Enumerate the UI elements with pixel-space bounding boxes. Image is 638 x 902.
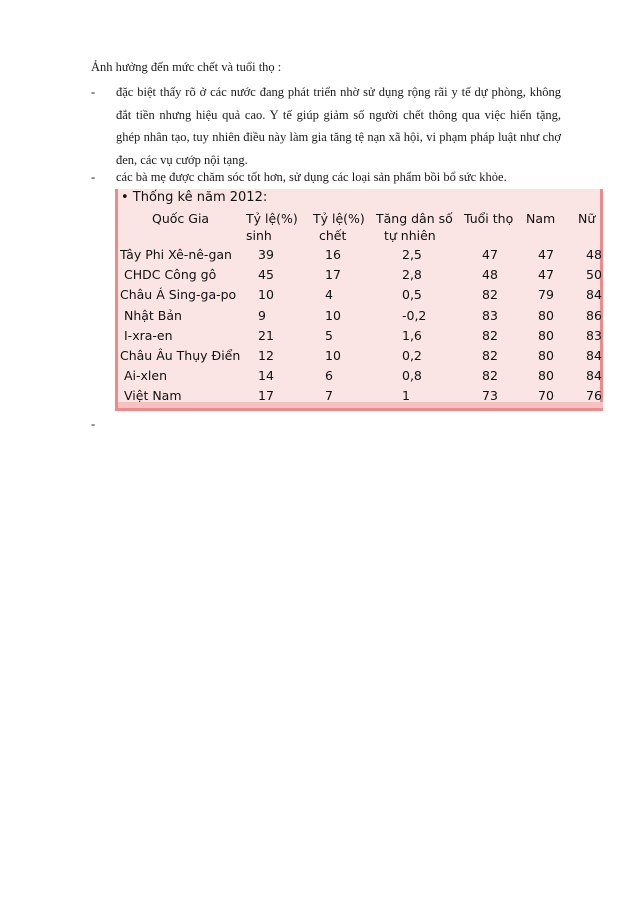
column-header-line: Nam <box>526 211 556 226</box>
table-cell-value: 0,5 <box>402 287 422 303</box>
bullet-item <box>91 81 561 171</box>
table-cell-value: 83 <box>482 307 498 323</box>
table-cell-value: 0,8 <box>402 368 422 384</box>
column-header-line: Tuổi thọ <box>464 211 514 226</box>
table-cell-value: 6 <box>325 368 333 384</box>
table-cell-country: Châu Á Sing-ga-po <box>120 287 237 303</box>
table-cell-value: 45 <box>258 267 274 283</box>
bullet-marker: - <box>91 170 96 184</box>
bullet-marker: - <box>91 85 96 99</box>
table-cell-value: 82 <box>482 327 498 343</box>
table-cell-value: 0,2 <box>402 348 422 363</box>
table-cell-country: Châu Âu Thụy Điển <box>120 348 241 363</box>
table-cell-value: 47 <box>538 247 554 262</box>
column-header-line: Tăng dân số <box>376 211 453 226</box>
table-cell-value: 1 <box>402 388 410 404</box>
table-cell-country: Việt Nam <box>124 388 182 404</box>
table-cell-value: 48 <box>482 267 498 283</box>
bullet-item <box>91 166 561 189</box>
table-cell-value: 10 <box>325 307 341 323</box>
table-cell-value: 5 <box>325 327 333 343</box>
column-header-life <box>464 210 513 227</box>
bullet-text: các bà mẹ được chăm sóc tốt hơn, sử dụng các loại sản phẩm bồi bổ sức khỏe. <box>116 170 507 184</box>
table-bottom-shade <box>118 402 603 408</box>
section-heading: Ảnh hưởng đến mức chết và tuổi thọ : <box>91 60 282 74</box>
column-header-line: Quốc Gia <box>152 211 210 226</box>
column-header-female <box>578 210 595 227</box>
statistics-title: • Thống kê năm 2012: <box>121 190 268 205</box>
table-cell-value: 50 <box>586 267 602 283</box>
table-cell-value: 80 <box>538 348 554 363</box>
table-cell-value: 47 <box>482 247 498 262</box>
table-cell-value: 86 <box>586 307 602 323</box>
table-cell-value: 2,8 <box>402 267 422 283</box>
column-header-line: Tỷ lệ(%) <box>246 211 298 226</box>
table-cell-value: 84 <box>586 287 602 303</box>
table-cell-value: 16 <box>325 247 341 262</box>
table-cell-value: 7 <box>325 388 333 404</box>
statistics-table-image <box>115 189 603 411</box>
table-cell-value: 48 <box>586 247 602 262</box>
table-cell-value: 82 <box>482 368 498 384</box>
table-cell-value: 17 <box>325 267 341 283</box>
table-cell-value: 80 <box>538 368 554 384</box>
table-cell-value: -0,2 <box>402 307 427 323</box>
column-header-male <box>526 210 555 227</box>
table-cell-value: 9 <box>258 307 266 323</box>
table-cell-value: 84 <box>586 348 602 363</box>
column-header-country <box>152 210 209 227</box>
table-cell-value: 10 <box>325 348 341 363</box>
table-cell-value: 10 <box>258 287 274 303</box>
table-cell-value: 1,6 <box>402 327 422 343</box>
table-cell-country: CHDC Công gô <box>124 267 217 283</box>
column-header-line: tự nhiên <box>384 228 436 243</box>
column-header-growth <box>376 210 453 244</box>
table-cell-value: 4 <box>325 287 333 303</box>
table-cell-value: 83 <box>586 327 602 343</box>
table-cell-country: I-xra-en <box>124 327 173 343</box>
table-cell-value: 80 <box>538 327 554 343</box>
table-cell-value: 70 <box>538 388 554 404</box>
column-header-line: chết <box>319 228 347 243</box>
table-cell-value: 84 <box>586 368 602 384</box>
column-header-line: sinh <box>246 228 272 243</box>
table-cell-value: 14 <box>258 368 274 384</box>
table-cell-value: 12 <box>258 348 274 363</box>
table-cell-value: 73 <box>482 388 498 404</box>
table-cell-value: 2,5 <box>402 247 422 262</box>
table-cell-value: 82 <box>482 348 498 363</box>
table-cell-value: 79 <box>538 287 554 303</box>
column-header-line: Nữ <box>578 211 596 226</box>
table-cell-value: 47 <box>538 267 554 283</box>
table-cell-value: 80 <box>538 307 554 323</box>
column-header-death <box>313 210 365 244</box>
table-cell-country: Ai-xlen <box>124 368 168 384</box>
table-cell-value: 39 <box>258 247 274 262</box>
column-header-line: Tỷ lệ(%) <box>313 211 365 226</box>
table-cell-value: 76 <box>586 388 602 404</box>
bullet-text: đặc biệt thấy rõ ở các nước đang phát triển nhờ sử dụng rộng rãi y tế dự phòng, không đắt tiền nhưng hiệu quả cao. Y tế giúp giảm số người chết thông qua việc hiến tặng, ghép nhân tạo, tuy nhiên điều này làm gia tăng tệ nạn xã hội, vi phạm pháp luật như chợ đen, các vụ cướp nội tạng. <box>116 85 561 167</box>
table-cell-country: Tây Phi Xê-nê-gan <box>120 247 232 262</box>
table-cell-value: 17 <box>258 388 274 404</box>
table-cell-value: 21 <box>258 327 274 343</box>
column-header-birth <box>246 210 298 244</box>
bullet-marker: - <box>91 417 96 431</box>
table-cell-value: 82 <box>482 287 498 303</box>
table-cell-country: Nhật Bản <box>124 307 182 323</box>
